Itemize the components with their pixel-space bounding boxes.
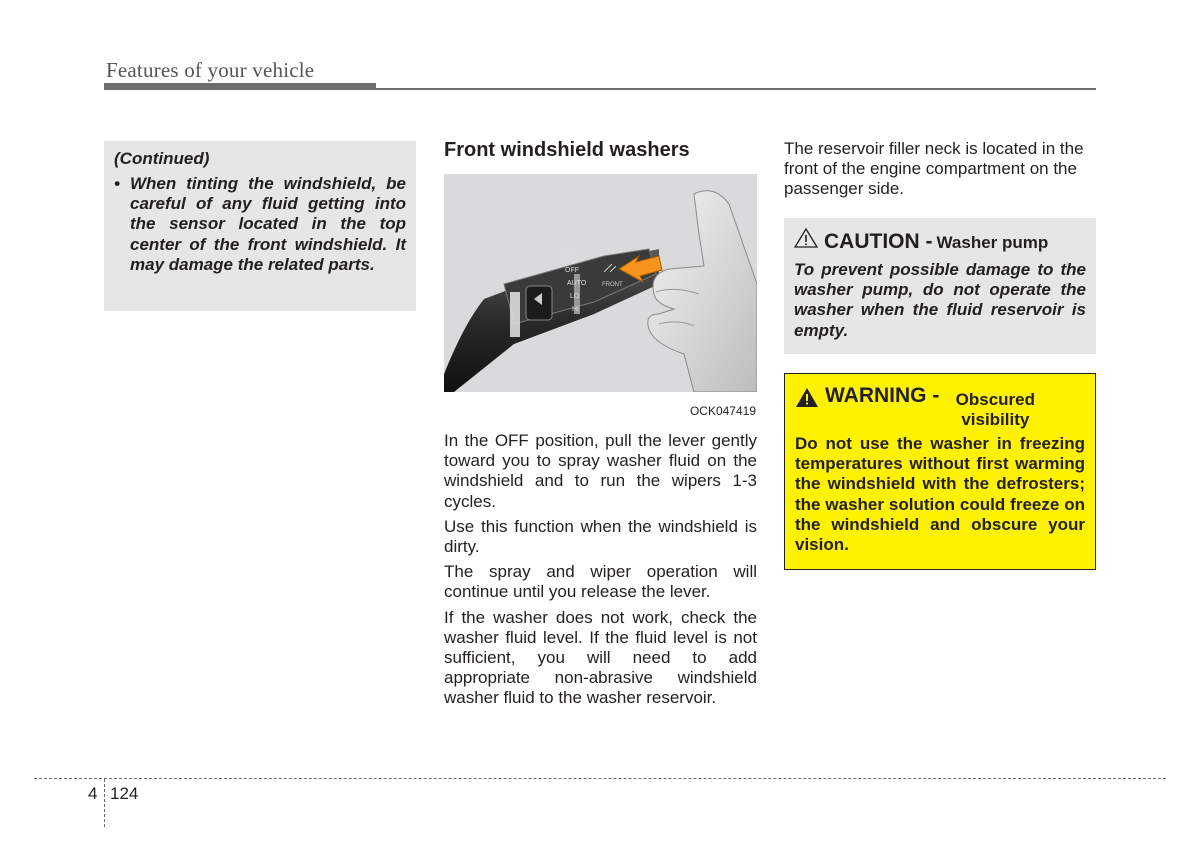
page-number: 124 <box>110 784 139 803</box>
caution-heading <box>794 228 1086 254</box>
page-header-title: Features of your vehicle <box>106 58 315 82</box>
warning-heading <box>795 384 1085 430</box>
caution-subject: Washer pump <box>936 233 1049 252</box>
caution-triangle-icon <box>794 228 818 248</box>
figure-code: OCK047419 <box>689 404 756 418</box>
footer-divider <box>104 779 105 827</box>
lever-label-mist: MIST <box>562 254 579 261</box>
continued-note-box <box>104 141 416 311</box>
caution-text: To prevent possible damage to the washer pump, do not operate the washer when the fluid reservoir is empty. <box>794 260 1086 340</box>
body-paragraph: Use this function when the windshield is dirty. <box>444 516 757 557</box>
body-paragraph: If the washer does not work, check the washer fluid level. If the fluid level is not sufficient, you will need to add appropriate non-abrasive windshield washer fluid to the washer reservoir. <box>444 607 757 708</box>
body-paragraph: The spray and wiper operation will continue until you release the lever. <box>444 562 757 602</box>
header-rule <box>104 88 1096 90</box>
lever-label-front: FRONT <box>602 282 623 288</box>
bullet-dot: • <box>114 174 120 193</box>
wiper-lever-illustration <box>444 174 757 392</box>
reservoir-location-text: The reservoir filler neck is located in the front of the engine compartment on the passenger side. <box>784 139 1084 199</box>
lever-label-hi: HI <box>572 306 579 313</box>
lever-label-auto: AUTO <box>567 280 587 287</box>
warning-label: WARNING - <box>825 384 940 407</box>
warning-box <box>784 373 1096 570</box>
footer-rule <box>34 778 1166 779</box>
lever-label-lo: LO <box>570 293 580 300</box>
note-bullet-text: When tinting the windshield, be careful of any fluid getting into the sensor located in the top center of the front windshield. It may damage the related parts. <box>130 174 406 274</box>
body-paragraph: In the OFF position, pull the lever gently toward you to spray washer fluid on the windshield and to run the wipers 1-3 cycles. <box>444 431 757 511</box>
lever-label-off: OFF <box>565 267 579 274</box>
body-text-column <box>444 431 757 714</box>
warning-subject: Obscured visibility <box>955 390 1035 429</box>
section-title: Front windshield washers <box>444 139 690 161</box>
warning-text: Do not use the washer in freezing temperatures without first warming the windshield with the defrosters; the washer solution could freeze on the windshield and obscure your vision. <box>795 434 1085 555</box>
caution-box <box>784 218 1096 354</box>
note-bullet <box>114 174 406 275</box>
warning-triangle-icon <box>795 387 819 409</box>
wiper-lever-figure <box>444 174 757 392</box>
chapter-number: 4 <box>88 784 98 803</box>
caution-label: CAUTION - <box>824 230 933 253</box>
note-heading: (Continued) <box>114 149 210 168</box>
